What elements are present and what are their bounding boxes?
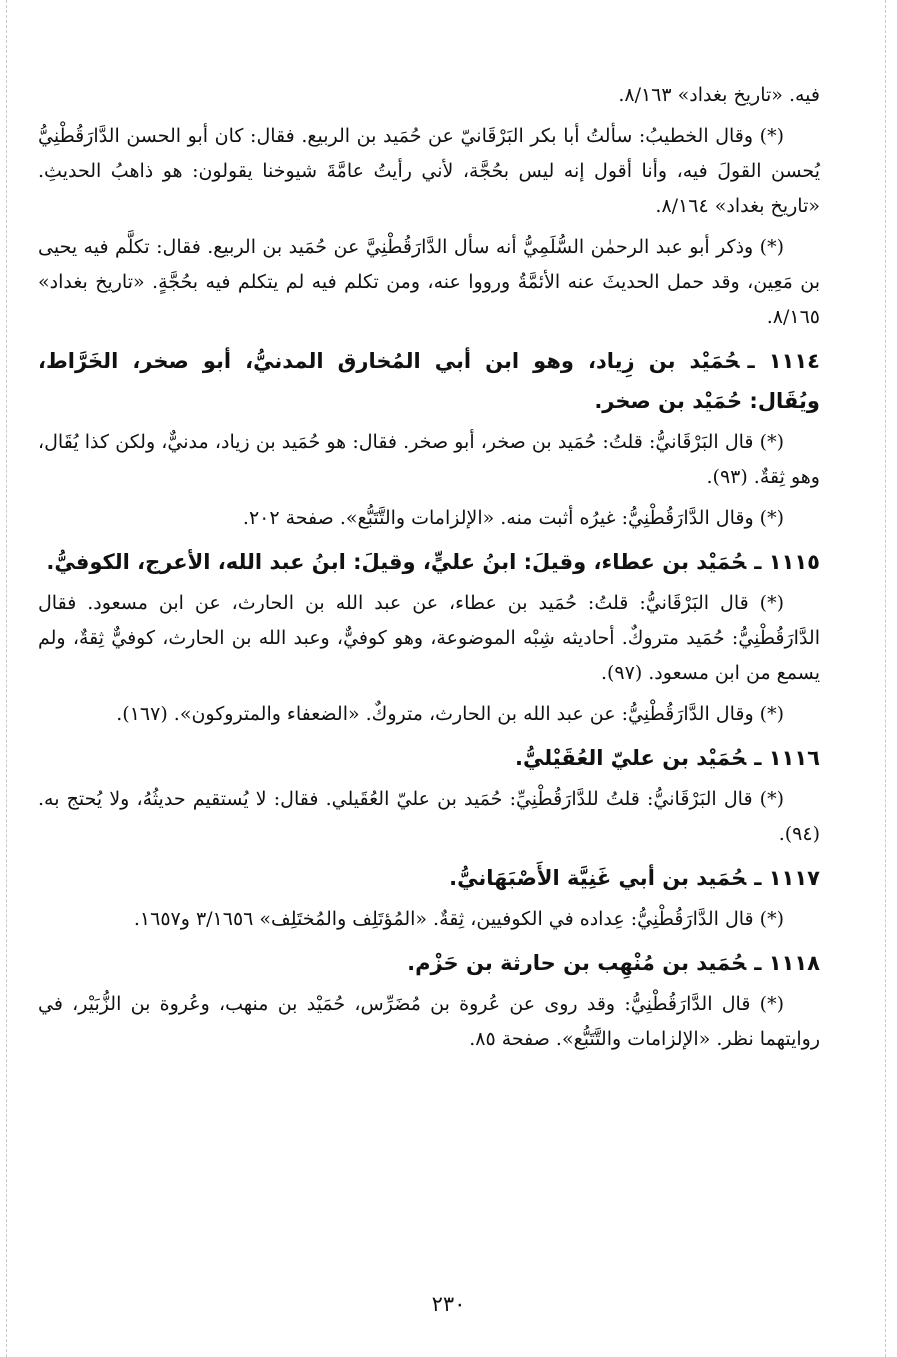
paragraph: (*) قال البَرْقَانيُّ: قلتُ: حُمَيد بن صخر، أبو صخر. فقال: هو حُمَيد بن زياد، مدنيٌّ، ولكن كذا يُقَال، وهو ثِقةٌ. (٩٣). <box>38 431 820 488</box>
entry-heading <box>38 738 820 778</box>
entry-heading <box>38 341 820 421</box>
page-body <box>38 78 820 1063</box>
paragraph: (*) وقال الدَّارَقُطْنِيُّ: غيرُه أثبت منه. «الإلزامات والتَّتَبُّع». صفحة ٢٠٢. <box>242 507 784 529</box>
entry-title: حُمَيْد بن زِياد، وهو ابن أبي المُخارق المدنيُّ، أبو صخر، الخَرَّاط، ويُقَال: حُمَيْد بن صخر. <box>38 349 820 413</box>
paragraph: (*) وقال الخطيبُ: سألتُ أبا بكر البَرْقَانيّ عن حُمَيد بن الربيع. فقال: كان أبو الحسن الدَّارَقُطْنِيُّ يُحسن القولَ فيه، وأنا أقول إنه ليس بحُجَّة، لأني رأيتُ عامَّةَ شيوخنا يقولون: هو ذاهبُ الحديثِ. «تاريخ بغداد» ٨/١٦٤. <box>38 125 820 217</box>
entry-number: ١١١٥ ـ <box>754 550 820 574</box>
paragraph: (*) قال الدَّارَقُطْنِيُّ: عِداده في الكوفيين، ثِقةٌ. «المُؤتَلِف والمُختَلِف» ٣/١٦٥٦ و١٦٥٧. <box>133 908 784 930</box>
entry-heading <box>38 858 820 898</box>
left-margin-rule <box>6 0 7 1357</box>
paragraph: فيه. «تاريخ بغداد» ٨/١٦٣. <box>618 84 820 106</box>
paragraph: (*) قال الدَّارَقُطْنِيُّ: وقد روى عن عُروة بن مُضَرِّس، حُمَيْد بن منهب، وعُروة بن الزُّبَيْر، في روايتهما نظر. «الإلزامات والتَّتَبُّع». صفحة ٨٥. <box>38 993 820 1050</box>
entry-number: ١١١٨ ـ <box>754 951 820 975</box>
entry-heading <box>38 943 820 983</box>
paragraph: (*) قال البَرْقَانيُّ: قلتُ: حُمَيد بن عطاء، عن عبد الله بن الحارث، عن ابن مسعود. فقال الدَّارَقُطْنِيُّ: حُمَيد متروكٌ. أحاديثه شِبْه الموضوعة، وهو كوفيٌّ، وعبد الله بن الحارث، كوفيٌّ ثِقةٌ، ولم يسمع من ابن مسعود. (٩٧). <box>38 592 820 684</box>
entry-number: ١١١٧ ـ <box>754 866 820 890</box>
right-margin-rule <box>885 0 886 1357</box>
page-number: ٢٣٠ <box>431 1292 466 1316</box>
paragraph: (*) قال البَرْقَانيُّ: قلتُ للدَّارَقُطْنِيِّ: حُمَيد بن عليّ العُقَيلي. فقال: لا يُستقيم حديثُهُ، ولا يُحتج به. (٩٤). <box>38 788 820 845</box>
paragraph: (*) وقال الدَّارَقُطْنِيُّ: عن عبد الله بن الحارث، متروكٌ. «الضعفاء والمتروكون». (١٦٧). <box>116 703 784 725</box>
paragraph: (*) وذكر أبو عبد الرحمٰن السُّلَمِيُّ أنه سأل الدَّارَقُطْنِيَّ عن حُمَيد بن الربيع. فقال: تكلَّم فيه يحيى بن مَعِين، وقد حمل الحديثَ عنه الأئمَّةُ ورووا عنه، ومن تكلم فيه لم يتكلم فيه بحُجَّةٍ. «تاريخ بغداد» ٨/١٦٥. <box>38 236 820 328</box>
entry-heading <box>38 542 820 582</box>
entry-number: ١١١٤ ـ <box>747 349 820 373</box>
entry-title: حُمَيد بن مُنْهِب بن حارثة بن حَزْم. <box>407 951 747 975</box>
entry-title: حُمَيْد بن عليّ العُقَيْليُّ. <box>515 746 747 770</box>
entry-title: حُمَيْد بن عطاء، وقيلَ: ابنُ عليٍّ، وقيلَ: ابنُ عبد الله، الأعرج، الكوفيُّ. <box>46 550 747 574</box>
entry-number: ١١١٦ ـ <box>754 746 820 770</box>
entry-title: حُمَيد بن أبي غَنِيَّة الأَصْبَهَانيُّ. <box>449 866 747 890</box>
